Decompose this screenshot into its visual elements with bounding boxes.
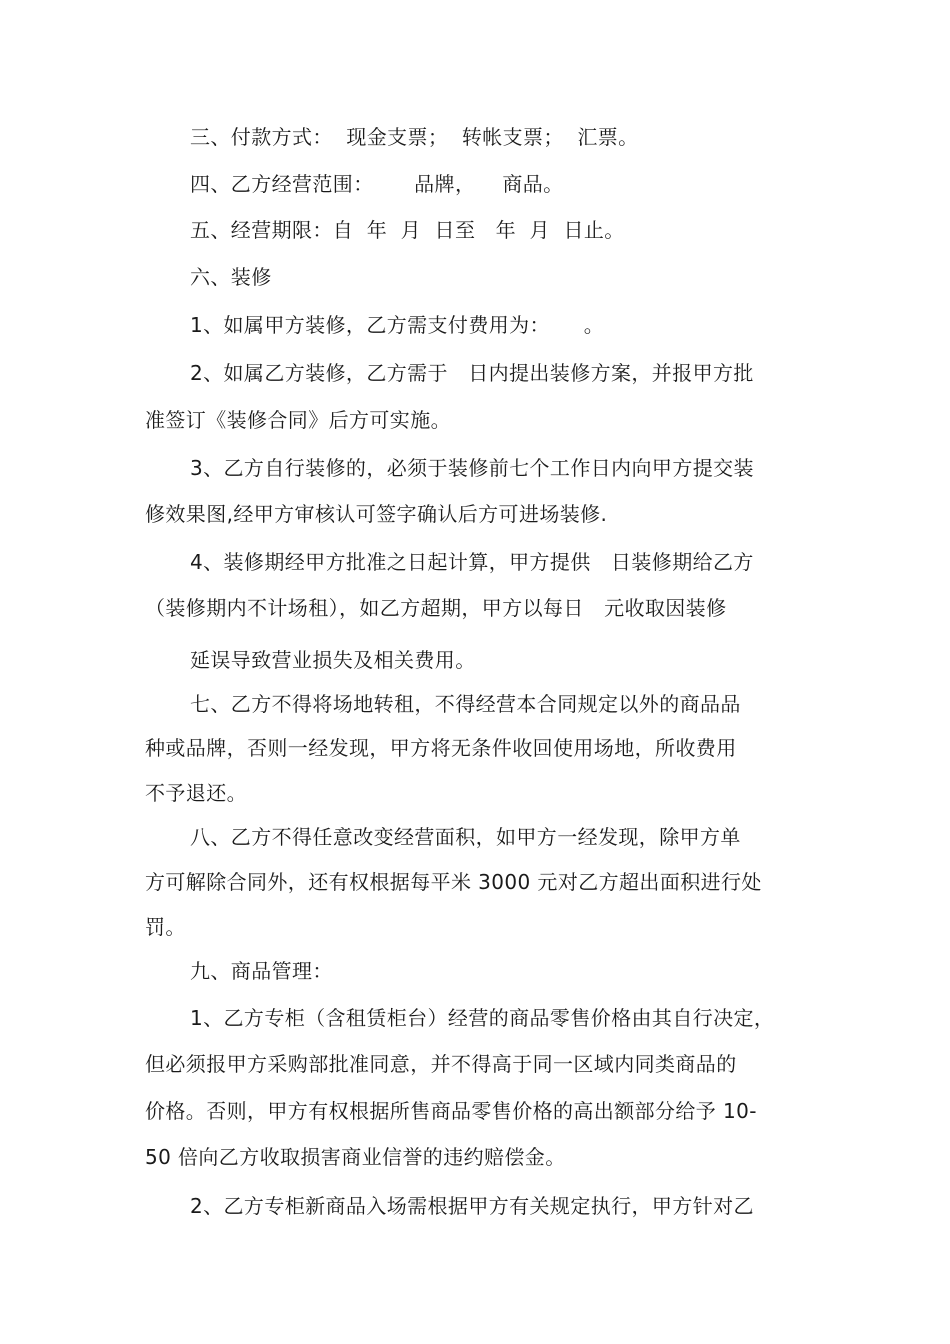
- renovation-clause-4-line-1: 4、装修期经甲方批准之日起计算，甲方提供 日装修期给乙方: [190, 550, 754, 574]
- goods-clause-1-line-2: 但必须报甲方采购部批准同意，并不得高于同一区域内同类商品的: [145, 1052, 737, 1076]
- clause-7-line-2: 种或品牌，否则一经发现，甲方将无条件收回使用场地，所收费用: [145, 736, 737, 760]
- business-term-line: 五、经营期限：自 年 月 日至 年 月 日止。: [190, 218, 625, 242]
- renovation-clause-3-line-2: 修效果图,经甲方审核认可签字确认后方可进场装修.: [145, 502, 608, 526]
- clause-8-line-3: 罚。: [145, 915, 186, 939]
- clause-8-line-2: 方可解除合同外，还有权根据每平米 3000 元对乙方超出面积进行处: [145, 870, 762, 894]
- renovation-clause-4-line-2: （装修期内不计场租），如乙方超期，甲方以每日 元收取因装修: [145, 596, 727, 620]
- business-scope-line: 四、乙方经营范围： 品牌， 商品。: [190, 172, 564, 196]
- renovation-clause-3-line-1: 3、乙方自行装修的，必须于装修前七个工作日内向甲方提交装: [190, 456, 754, 480]
- renovation-clause-4-line-3: 延误导致营业损失及相关费用。: [190, 648, 476, 672]
- clause-7-line-1: 七、乙方不得将场地转租，不得经营本合同规定以外的商品品: [190, 692, 741, 716]
- section-heading-goods: 九、商品管理：: [190, 959, 333, 983]
- renovation-clause-2-line-2: 准签订《装修合同》后方可实施。: [145, 408, 451, 432]
- payment-method-line: 三、付款方式： 现金支票； 转帐支票； 汇票。: [190, 125, 639, 149]
- goods-clause-1-line-3: 价格。否则，甲方有权根据所售商品零售价格的高出额部分给予 10-: [145, 1099, 757, 1123]
- goods-clause-2-line-1: 2、乙方专柜新商品入场需根据甲方有关规定执行，甲方针对乙: [190, 1194, 754, 1218]
- section-heading-renovation: 六、装修: [190, 265, 272, 289]
- clause-7-line-3: 不予退还。: [145, 781, 247, 805]
- goods-clause-1-line-1: 1、乙方专柜（含租赁柜台）经营的商品零售价格由其自行决定，: [190, 1006, 775, 1030]
- goods-clause-1-line-4: 50 倍向乙方收取损害商业信誉的违约赔偿金。: [145, 1145, 566, 1169]
- clause-8-line-1: 八、乙方不得任意改变经营面积，如甲方一经发现，除甲方单: [190, 825, 741, 849]
- renovation-clause-1: 1、如属甲方装修，乙方需支付费用为： 。: [190, 313, 605, 337]
- renovation-clause-2-line-1: 2、如属乙方装修，乙方需于 日内提出装修方案，并报甲方批: [190, 361, 754, 385]
